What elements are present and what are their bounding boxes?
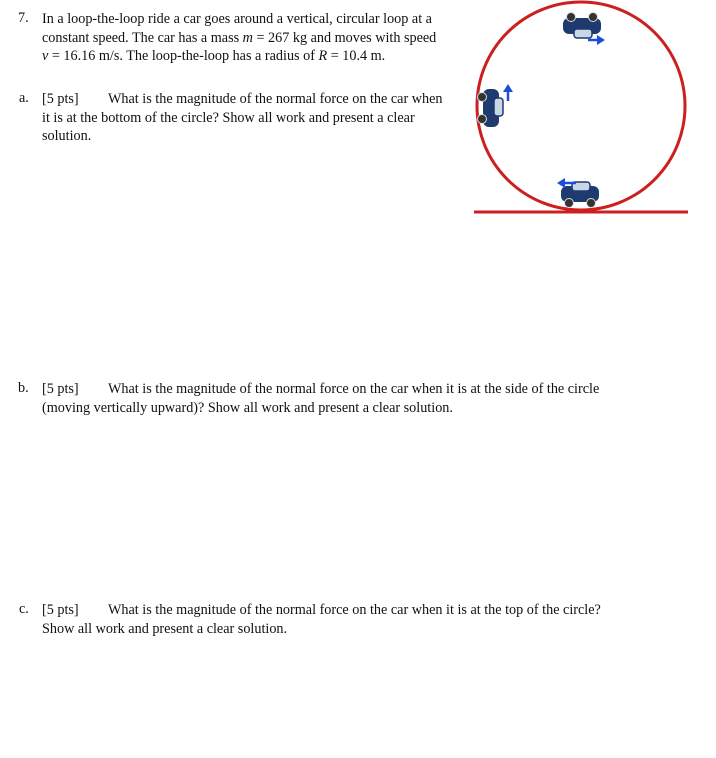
part-b-points: [5 pts] — [42, 381, 79, 397]
part-c-letter: c. — [19, 601, 29, 617]
loop-diagram — [466, 0, 696, 222]
part-b — [42, 380, 702, 417]
part-a-letter: a. — [19, 90, 29, 106]
car-side-icon — [478, 89, 504, 127]
problem-intro — [42, 10, 462, 66]
part-c — [42, 601, 702, 638]
part-c-line-1: What is the magnitude of the normal force on the car when it is at the top of the circle? — [108, 602, 601, 618]
intro-line-3: v = 16.16 m/s. The loop-the-loop has a radius of R = 10.4 m. — [42, 48, 386, 64]
car-bottom-icon — [561, 182, 599, 208]
car-top-icon — [563, 13, 601, 39]
part-b-line-1: What is the magnitude of the normal force on the car when it is at the side of the circle — [108, 381, 600, 397]
part-b-letter: b. — [18, 380, 29, 396]
speed-symbol: v — [42, 48, 49, 64]
part-a — [42, 90, 462, 146]
part-b-line-2: (moving vertically upward)? Show all work and present a clear solution. — [42, 399, 453, 416]
mass-symbol: m — [242, 29, 253, 46]
part-a-line-1: What is the magnitude of the normal force on the car when — [108, 91, 443, 107]
part-c-points: [5 pts] — [42, 602, 79, 618]
part-a-points: [5 pts] — [42, 91, 79, 107]
part-a-line-2: it is at the bottom of the circle? Show all work and present a clear — [42, 109, 415, 126]
part-a-line-3: solution. — [42, 128, 92, 144]
radius-symbol: R — [318, 48, 328, 64]
velocity-arrow-side-icon — [503, 84, 513, 101]
intro-line-1: In a loop-the-loop ride a car goes around a vertical, circular loop at a — [42, 11, 432, 27]
intro-line-2: constant speed. The car has a mass m = 267 kg and moves with speed — [42, 29, 437, 46]
problem-number: 7. — [18, 10, 29, 26]
part-c-line-2: Show all work and present a clear solution. — [42, 620, 288, 637]
